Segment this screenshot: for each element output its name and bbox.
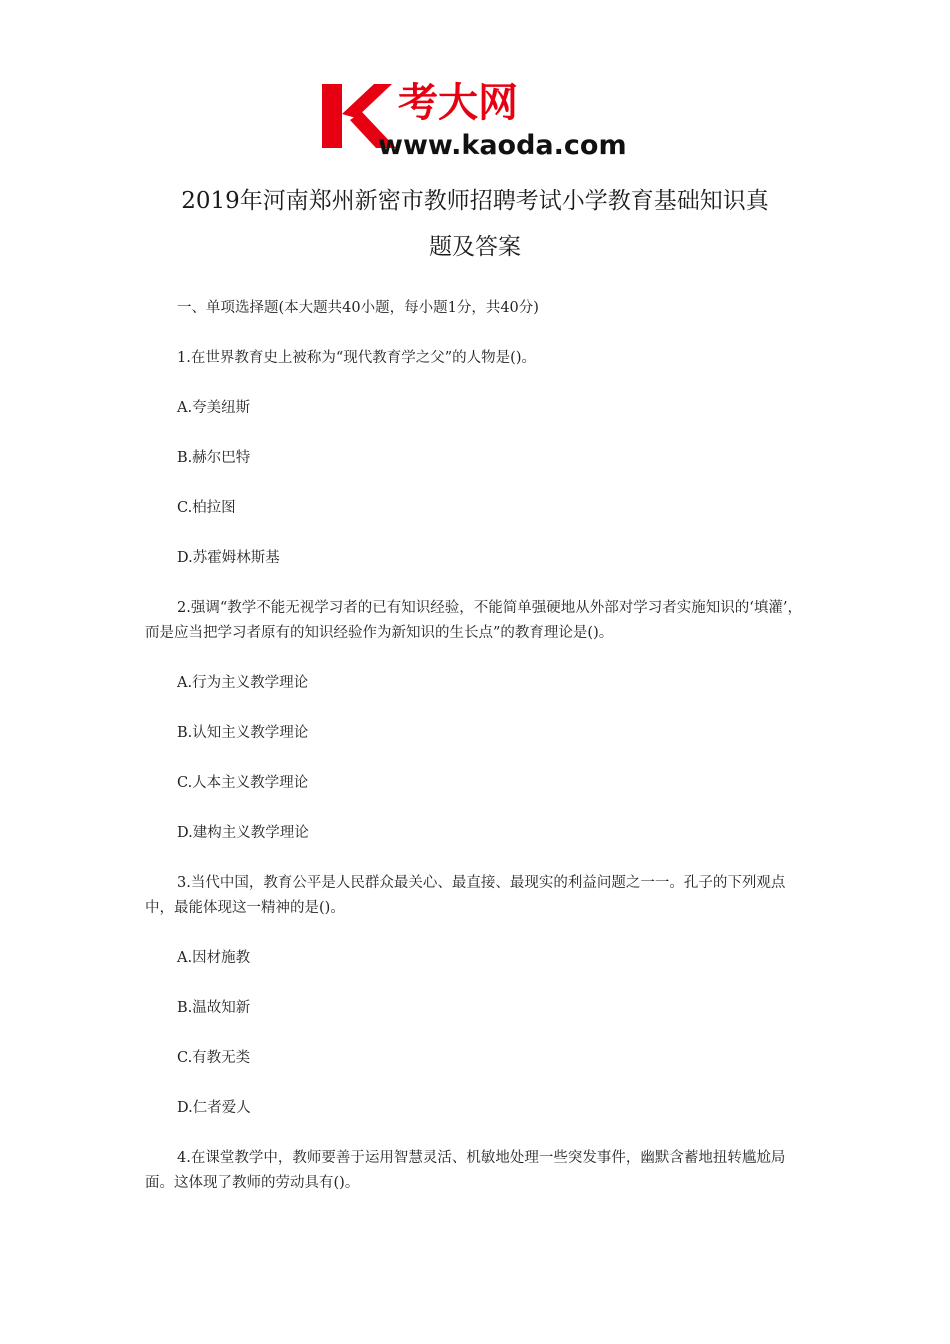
logo-url: www.kaoda.com	[378, 130, 627, 160]
question-stem: 2.强调“教学不能无视学习者的已有知识经验，不能简单强硬地从外部对学习者实施知识的‘填灌’，而是应当把学习者原有的知识经验作为新知识的生长点”的教育理论是()。	[145, 600, 802, 641]
option-c: C.有教无类	[177, 1050, 251, 1066]
section-heading: 一、单项选择题(本大题共40小题，每小题1分，共40分)	[177, 300, 539, 316]
question-stem: 4.在课堂教学中，教师要善于运用智慧灵活、机敏地处理一些突发事件，幽默含蓄地扭转尴尬局面。这体现了教师的劳动具有()。	[145, 1150, 786, 1191]
question-2	[145, 596, 810, 846]
document-title	[120, 178, 830, 270]
option-d: D.苏霍姆林斯基	[177, 550, 280, 566]
option-b: B.认知主义教学理论	[177, 725, 309, 741]
question-1	[145, 346, 810, 571]
question-3	[145, 871, 810, 1121]
option-a: A.因材施教	[177, 950, 251, 966]
title-line-1: 2019年河南郑州新密市教师招聘考试小学教育基础知识真	[181, 188, 769, 214]
logo-cn-name: 考大网	[398, 80, 518, 126]
question-4	[145, 1146, 810, 1196]
option-c: C.柏拉图	[177, 500, 236, 516]
kaoda-logo-graphic	[316, 78, 646, 160]
question-stem: 3.当代中国，教育公平是人民群众最关心、最直接、最现实的利益问题之一一。孔子的下列观点中，最能体现这一精神的是()。	[145, 875, 786, 916]
option-d: D.建构主义教学理论	[177, 825, 309, 841]
question-stem: 1.在世界教育史上被称为“现代教育学之父”的人物是()。	[177, 350, 536, 366]
option-a: A.行为主义教学理论	[177, 675, 309, 691]
option-c: C.人本主义教学理论	[177, 775, 309, 791]
option-b: B.温故知新	[177, 1000, 251, 1016]
document-body	[145, 296, 810, 1221]
option-a: A.夸美纽斯	[177, 400, 251, 416]
kaoda-logo	[316, 78, 646, 160]
option-d: D.仁者爱人	[177, 1100, 251, 1116]
title-line-2: 题及答案	[429, 234, 521, 260]
option-b: B.赫尔巴特	[177, 450, 251, 466]
